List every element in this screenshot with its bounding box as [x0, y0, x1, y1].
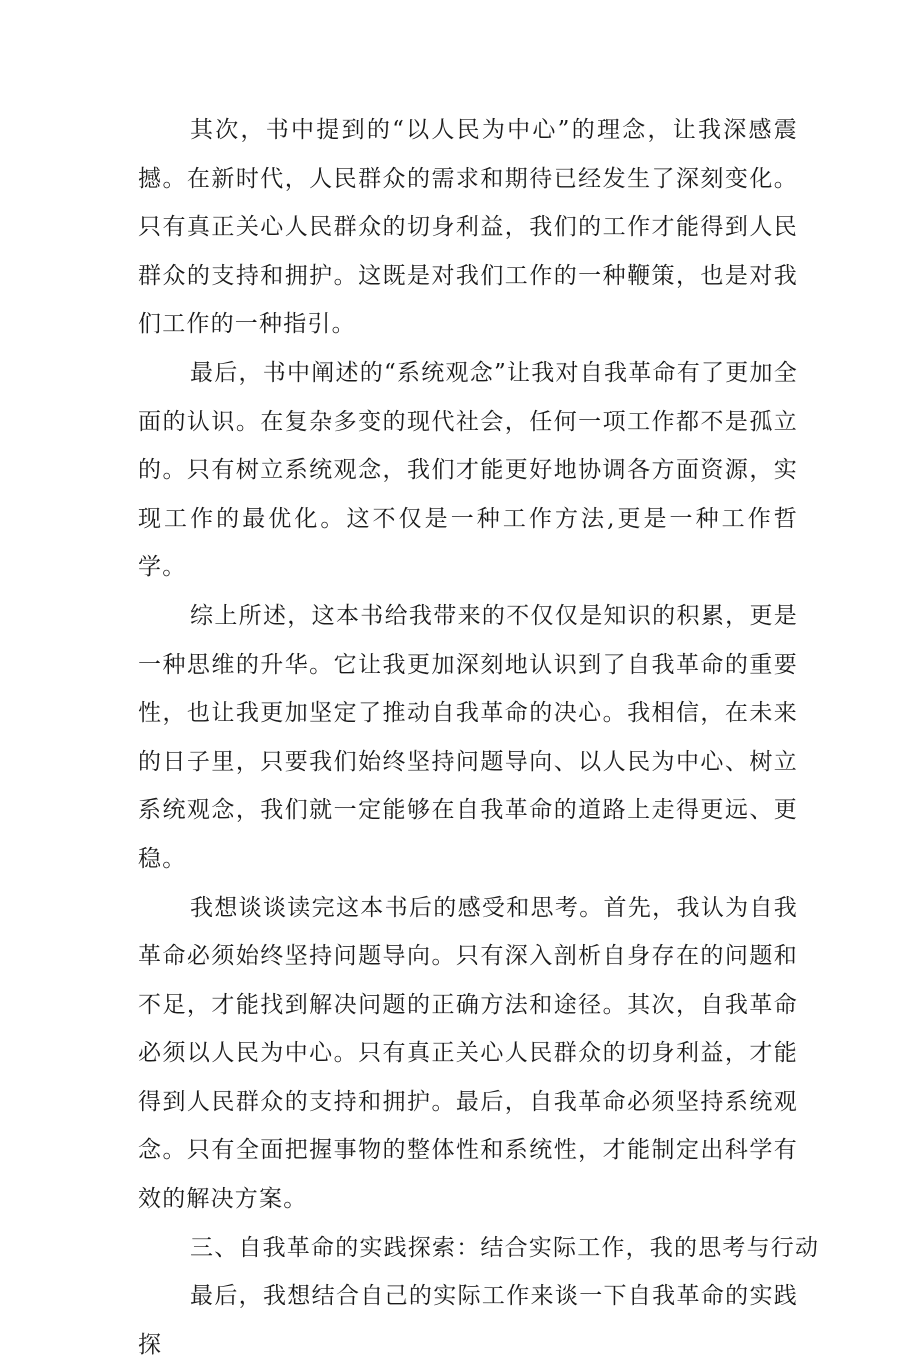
paragraph-people-centered: 其次，书中提到的“以人民为中心”的理念，让我深感震撼。在新时代，人民群众的需求和期待已经发生了深刻变化。只有真正关心人民群众的切身利益，我们的工作才能得到人民群众的支持和拥护。这既是对我们工作的一种鞭策，也是对我们工作的一种指引。	[138, 117, 798, 338]
document-body	[138, 106, 820, 1369]
paragraph-reflections: 我想谈谈读完这本书后的感受和思考。首先，我认为自我革命必须始终坚持问题导向。只有深入剖析自身存在的问题和不足，才能找到解决问题的正确方法和途径。其次，自我革命必须以人民为中心。只有真正关心人民群众的切身利益，才能得到人民群众的支持和拥护。最后，自我革命必须坚持系统观念。只有全面把握事物的整体性和系统性，才能制定出科学有效的解决方案。	[138, 894, 798, 1213]
paragraph-system-concept: 最后，书中阐述的“系统观念”让我对自我革命有了更加全面的认识。在复杂多变的现代社会，任何一项工作都不是孤立的。只有树立系统观念，我们才能更好地协调各方面资源，实现工作的最优化。这不仅是一种工作方法,更是一种工作哲学。	[138, 359, 798, 581]
paragraph-summary: 综上所述，这本书给我带来的不仅仅是知识的积累，更是一种思维的升华。它让我更加深刻地认识到了自我革命的重要性，也让我更加坚定了推动自我革命的决心。我相信，在未来的日子里，只要我们始终坚持问题导向、以人民为中心、树立系统观念，我们就一定能够在自我革命的道路上走得更远、更稳。	[138, 602, 798, 872]
section-heading: 三、自我革命的实践探索：结合实际工作，我的思考与行动	[190, 1234, 820, 1261]
paragraph-practice-intro: 最后，我想结合自己的实际工作来谈一下自我革命的实践探	[138, 1283, 798, 1358]
